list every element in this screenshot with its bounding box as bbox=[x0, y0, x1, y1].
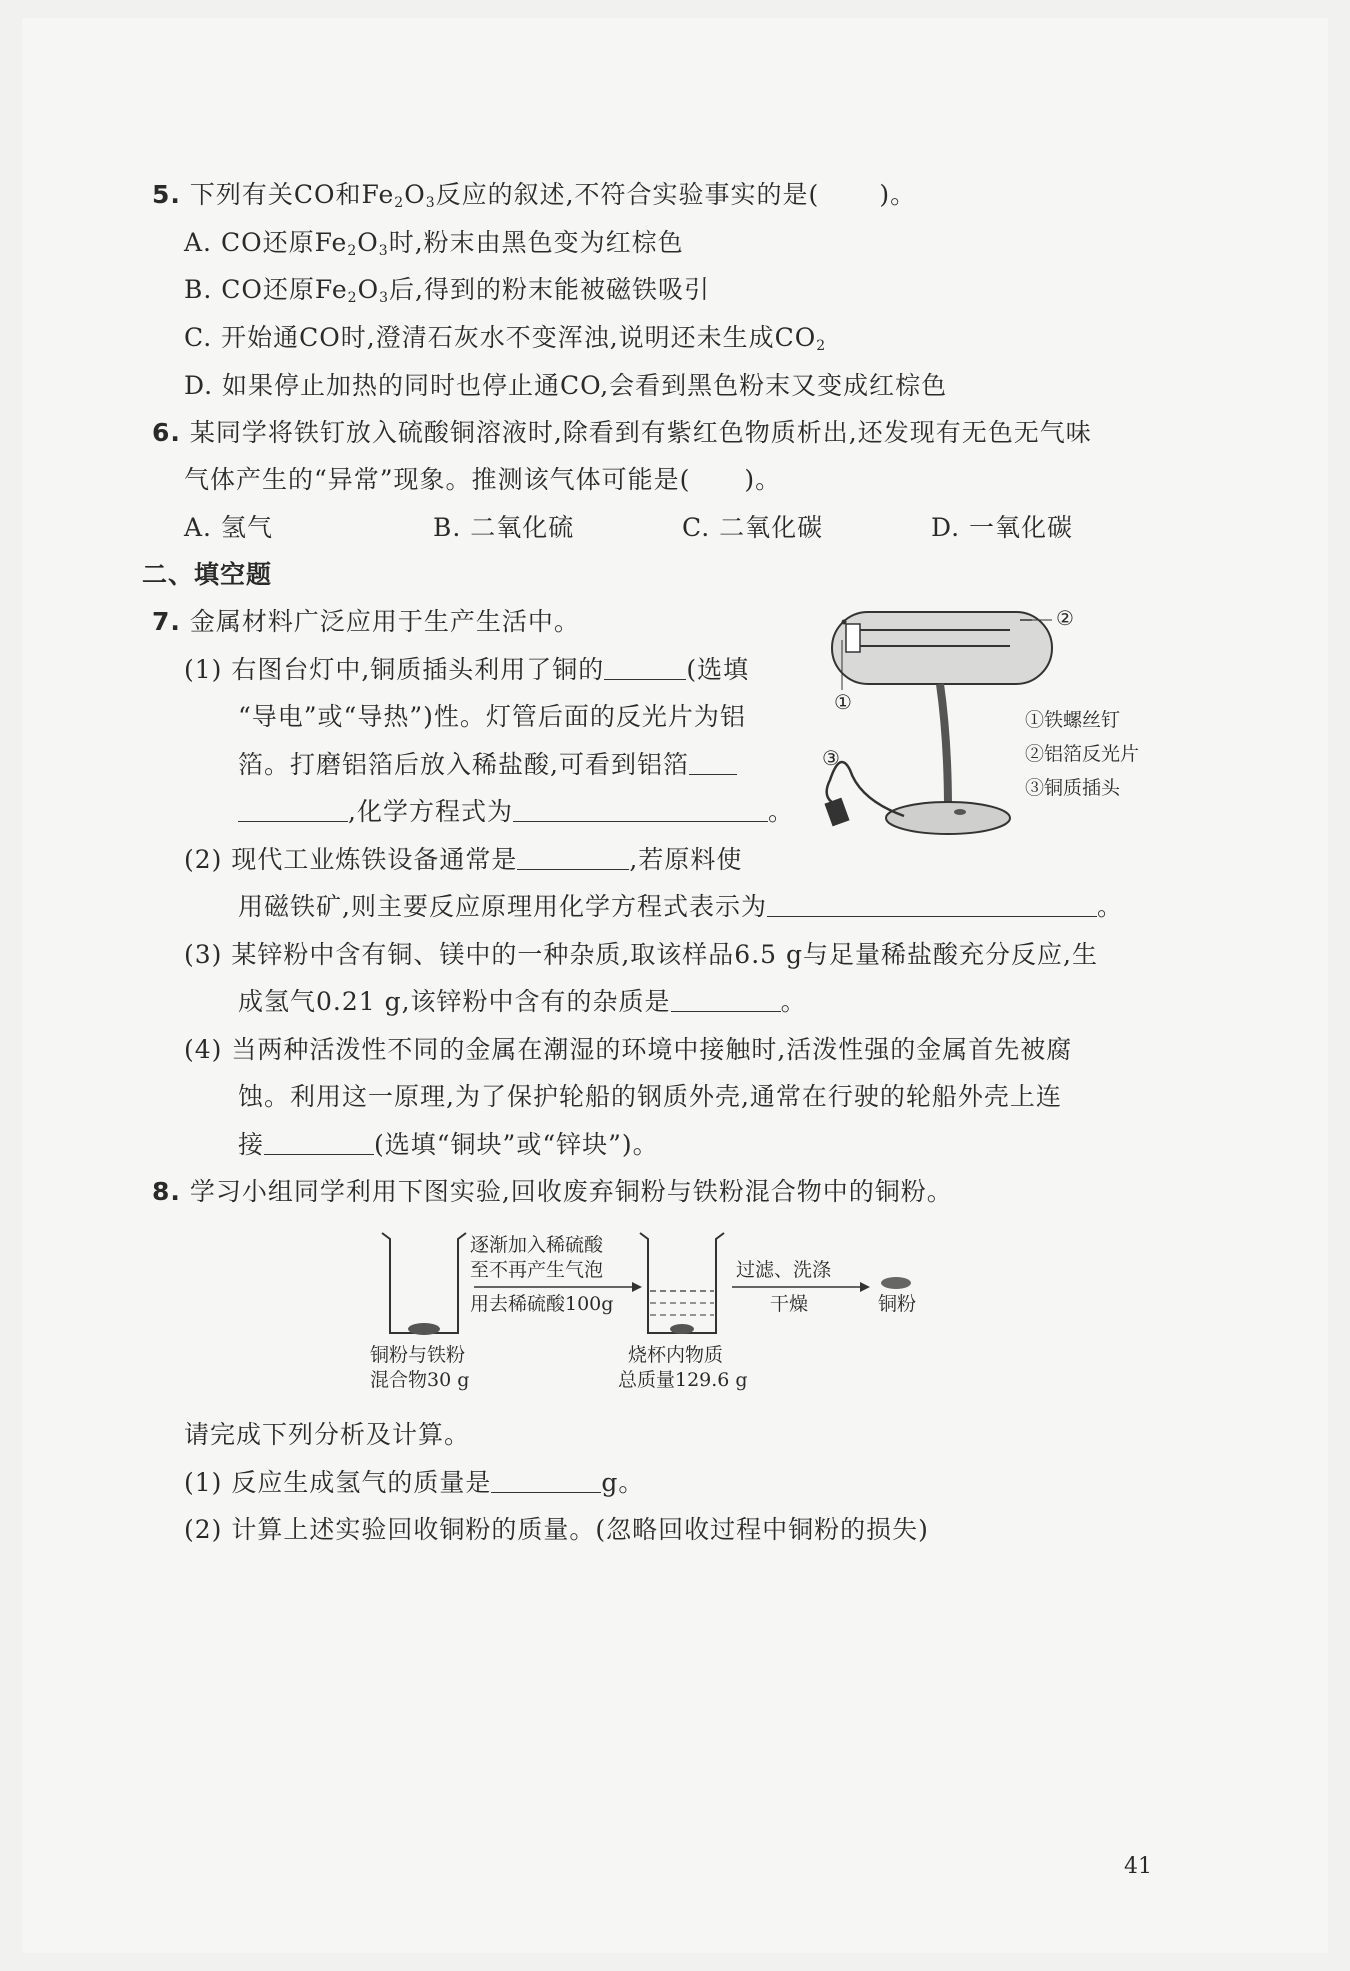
q5-option-a: A. CO还原$Fe_2O_3$时,粉末由黑色变为红棕色 bbox=[184, 228, 684, 259]
q6-option-c: C. 二氧化碳 bbox=[682, 513, 824, 542]
q8-part1: (1) 反应生成氢气的质量是 g。 bbox=[184, 1468, 645, 1497]
blank[interactable] bbox=[513, 797, 768, 822]
section-title: 二、填空题 bbox=[142, 560, 273, 589]
q7-part4-line3: 接 (选填“铜块”或“锌块”)。 bbox=[238, 1130, 659, 1159]
blank[interactable] bbox=[767, 892, 1097, 917]
plug-icon bbox=[824, 798, 849, 827]
q7-part4-line1: (4) 当两种活泼性不同的金属在潮湿的环境中接触时,活泼性强的金属首先被腐 bbox=[184, 1035, 1073, 1064]
blank[interactable] bbox=[689, 750, 737, 775]
blank[interactable] bbox=[491, 1468, 601, 1493]
arrow1-label-top2: 至不再产生气泡 bbox=[470, 1259, 604, 1281]
q7-part3-line2: 成氢气0.21 g,该锌粉中含有的杂质是 。 bbox=[238, 987, 807, 1016]
q7-stem: 7. 金属材料广泛应用于生产生活中。 bbox=[152, 607, 580, 636]
beaker1-label-1: 铜粉与铁粉 bbox=[370, 1344, 466, 1366]
copper-powder bbox=[881, 1277, 911, 1289]
beaker-2 bbox=[640, 1233, 724, 1333]
blank[interactable] bbox=[604, 655, 686, 680]
q7-part1-line1: (1) 右图台灯中,铜质插头利用了铜的 (选填 bbox=[184, 655, 750, 684]
q6-option-a: A. 氢气 bbox=[184, 513, 273, 542]
experiment-figure bbox=[370, 1225, 930, 1350]
arrow1-label-bottom: 用去稀硫酸100g bbox=[470, 1293, 614, 1315]
blank[interactable] bbox=[671, 987, 781, 1012]
q8-part2: (2) 计算上述实验回收铜粉的质量。(忽略回收过程中铜粉的损失) bbox=[184, 1515, 929, 1544]
lamp-marker-2: ② bbox=[1056, 606, 1074, 630]
q5-stem: 5. 下列有关CO和$Fe_2O_3$反应的叙述,不符合实验事实的是( )。 bbox=[152, 180, 917, 211]
lamp-marker-3: ③ bbox=[822, 746, 840, 770]
lamp-base bbox=[886, 802, 1010, 834]
arrow1-label-top1: 逐渐加入稀硫酸 bbox=[470, 1234, 604, 1256]
beaker2-label-1: 烧杯内物质 bbox=[628, 1344, 724, 1366]
screw-icon bbox=[842, 620, 847, 625]
q8-intro: 请完成下列分析及计算。 bbox=[184, 1420, 471, 1449]
arrow2-label-top: 过滤、洗涤 bbox=[736, 1259, 832, 1281]
lamp-shade bbox=[832, 612, 1052, 684]
q7-part2-line2: 用磁铁矿,则主要反应原理用化学方程式表示为 。 bbox=[238, 892, 1123, 921]
lamp-legend-3: ③铜质插头 bbox=[1025, 777, 1121, 799]
blank[interactable] bbox=[264, 1130, 374, 1155]
q5-option-b: B. CO还原$Fe_2O_3$后,得到的粉末能被磁铁吸引 bbox=[184, 275, 710, 306]
q8-stem: 8. 学习小组同学利用下图实验,回收废弃铜粉与铁粉混合物中的铜粉。 bbox=[152, 1177, 953, 1206]
q5-option-c: C. 开始通CO时,澄清石灰水不变浑浊,说明还未生成$CO_2$ bbox=[184, 323, 827, 354]
lamp-marker-1: ① bbox=[834, 690, 852, 714]
lamp-legend-2: ②铝箔反光片 bbox=[1025, 743, 1140, 765]
lamp-socket bbox=[846, 624, 860, 652]
page-number: 41 bbox=[1124, 1854, 1152, 1879]
blank[interactable] bbox=[517, 845, 629, 870]
lamp-legend-1: ①铁螺丝钉 bbox=[1025, 709, 1121, 731]
beaker-1 bbox=[382, 1233, 466, 1333]
q7-part1-line3: 箔。打磨铝箔后放入稀盐酸,可看到铝箔 bbox=[238, 748, 737, 782]
q7-part1-line2: “导电”或“导热”)性。灯管后面的反光片为铝 bbox=[238, 702, 746, 731]
q6-stem-line1: 6. 某同学将铁钉放入硫酸铜溶液时,除看到有紫红色物质析出,还发现有无色无气味 bbox=[152, 418, 1092, 447]
lamp-stem bbox=[940, 684, 948, 810]
blank[interactable] bbox=[238, 797, 348, 822]
q7-part3-line1: (3) 某锌粉中含有铜、镁中的一种杂质,取该样品6.5 g与足量稀盐酸充分反应,生 bbox=[184, 940, 1098, 969]
beaker1-label-2: 混合物30 g bbox=[370, 1369, 470, 1391]
q7-part4-line2: 蚀。利用这一原理,为了保护轮船的钢质外壳,通常在行驶的轮船外壳上连 bbox=[238, 1082, 1062, 1111]
arrow2-label-bottom: 干燥 bbox=[770, 1293, 809, 1315]
beaker2-label-2: 总质量129.6 g bbox=[618, 1369, 748, 1391]
q6-stem-line2: 气体产生的“异常”现象。推测该气体可能是( )。 bbox=[184, 465, 782, 494]
q6-option-b: B. 二氧化硫 bbox=[433, 513, 575, 542]
q5-option-d: D. 如果停止加热的同时也停止通CO,会看到黑色粉末又变成红棕色 bbox=[184, 371, 948, 400]
q7-part1-line4: ,化学方程式为 。 bbox=[238, 795, 794, 829]
q6-option-d: D. 一氧化碳 bbox=[931, 513, 1074, 542]
product-label: 铜粉 bbox=[878, 1293, 917, 1315]
q7-part2-line1: (2) 现代工业炼铁设备通常是 ,若原料使 bbox=[184, 845, 743, 874]
mixture-powder bbox=[408, 1323, 440, 1335]
